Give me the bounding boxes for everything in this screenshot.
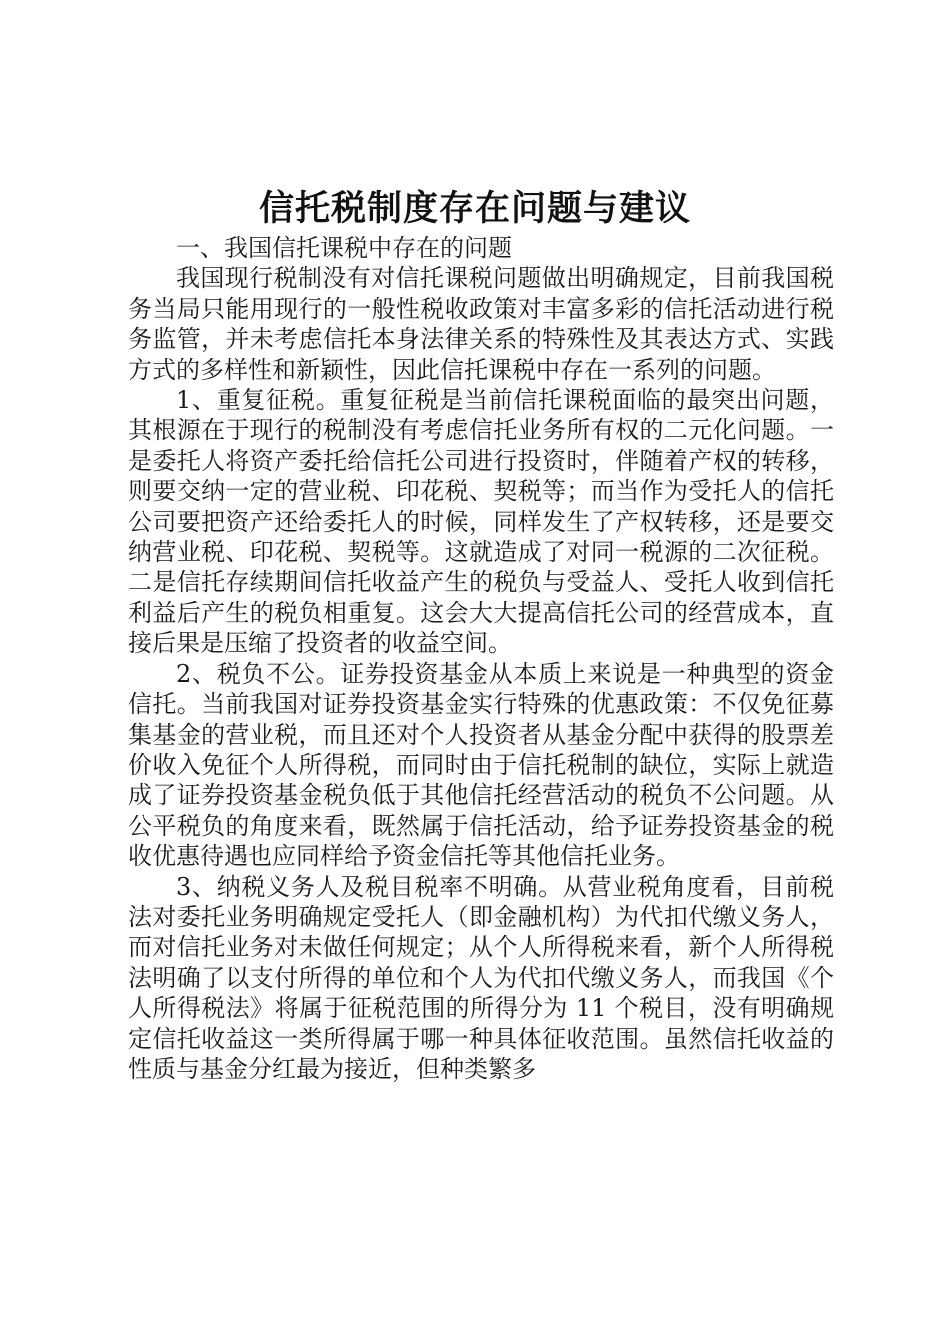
paragraph-double-taxation: 1、重复征税。重复征税是当前信托课税面临的最突出问题，其根源在于现行的税制没有考虑信托业务所有权的二元化问题。一是委托人将资产委托给信托公司进行投资时，伴随着产权的转移，则要交纳一定的营业税、印花税、契税等；而当作为受托人的信托公司要把资产还给委托人的时候，同样发生了产权转移，还是要交纳营业税、印花税、契税等。这就造成了对同一税源的二次征税。二是信托存续期间信托收益产生的税负与受益人、受托人收到信托利益后产生的税负相重复。这会大大提高信托公司的经营成本，直接后果是压缩了投资者的收益空间。 xyxy=(128,386,834,658)
paragraph-unfair-tax-burden: 2、税负不公。证券投资基金从本质上来说是一种典型的资金信托。当前我国对证券投资基金实行特殊的优惠政策：不仅免征募集基金的营业税，而且还对个人投资者从基金分配中获得的股票差价收入免征个人所得税，而同时由于信托税制的缺位，实际上就造成了证券投资基金税负低于其他信托经营活动的税负不公问题。从公平税负的角度来看，既然属于信托活动，给予证券投资基金的税收优惠待遇也应同样给予资金信托等其他信托业务。 xyxy=(128,659,834,871)
document-title: 信托税制度存在问题与建议 xyxy=(258,189,691,229)
paragraph-intro: 我国现行税制没有对信托课税问题做出明确规定，目前我国税务当局只能用现行的一般性税收政策对丰富多彩的信托活动进行税务监管，并未考虑信托本身法律关系的特殊性及其表达方式、实践方式的多样性和新颖性，因此信托课税中存在一系列的问题。 xyxy=(128,264,834,384)
document-body xyxy=(128,233,834,1084)
section-heading: 一、我国信托课税中存在的问题 xyxy=(176,234,512,262)
paragraph-unclear-taxpayer: 3、纳税义务人及税目税率不明确。从营业税角度看，目前税法对委托业务明确规定受托人（即金融机构）为代扣代缴义务人，而对信托业务对未做任何规定；从个人所得税来看，新个人所得税法明确了以支付所得的单位和个人为代扣代缴义务人，而我国《个人所得税法》将属于征税范围的所得分为 11 个税目，没有明确规定信托收益这一类所得属于哪一种具体征收范围。虽然信托收益的性质与基金分红最为接近，但种类繁多 xyxy=(128,872,834,1083)
